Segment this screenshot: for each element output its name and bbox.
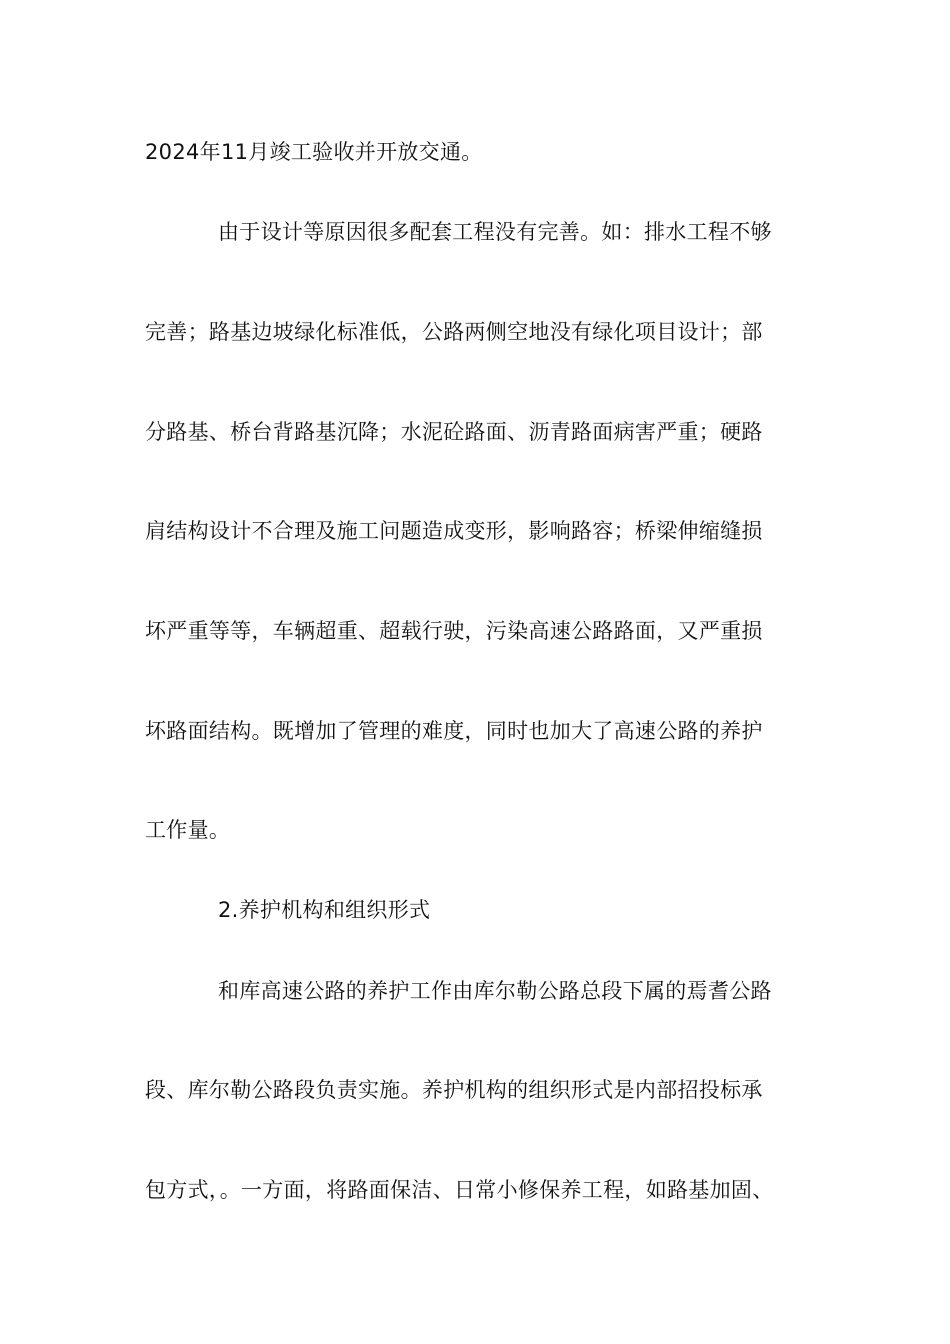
text-line-4: 分路基、桥台背路基沉降；水泥砼路面、沥青路面病害严重；硬路	[145, 420, 763, 444]
text-line-12: 包方式，。一方面，将路面保洁、日常小修保养工程，如路基加固、	[145, 1178, 774, 1202]
text-line-5: 肩结构设计不合理及施工问题造成变形，影响路容；桥梁伸缩缝损	[145, 519, 763, 543]
text-line-3: 完善；路基边坡绿化标准低，公路两侧空地没有绿化项目设计；部	[145, 320, 763, 344]
text-line-10: 和库高速公路的养护工作由库尔勒公路总段下属的焉耆公路	[218, 979, 772, 1003]
text-line-2: 由于设计等原因很多配套工程没有完善。如：排水工程不够	[218, 220, 772, 244]
text-line-7: 坏路面结构。既增加了管理的难度，同时也加大了高速公路的养护	[145, 719, 763, 743]
text-line-8: 工作量。	[145, 818, 231, 842]
text-line-11: 段、库尔勒公路段负责实施。养护机构的组织形式是内部招投标承	[145, 1078, 763, 1102]
section-heading: 2.养护机构和组织形式	[218, 898, 431, 922]
text-line-1: 2024年11月竣工验收并开放交通。	[145, 140, 483, 164]
text-line-6: 坏严重等等，车辆超重、超载行驶，污染高速公路路面，又严重损	[145, 619, 763, 643]
